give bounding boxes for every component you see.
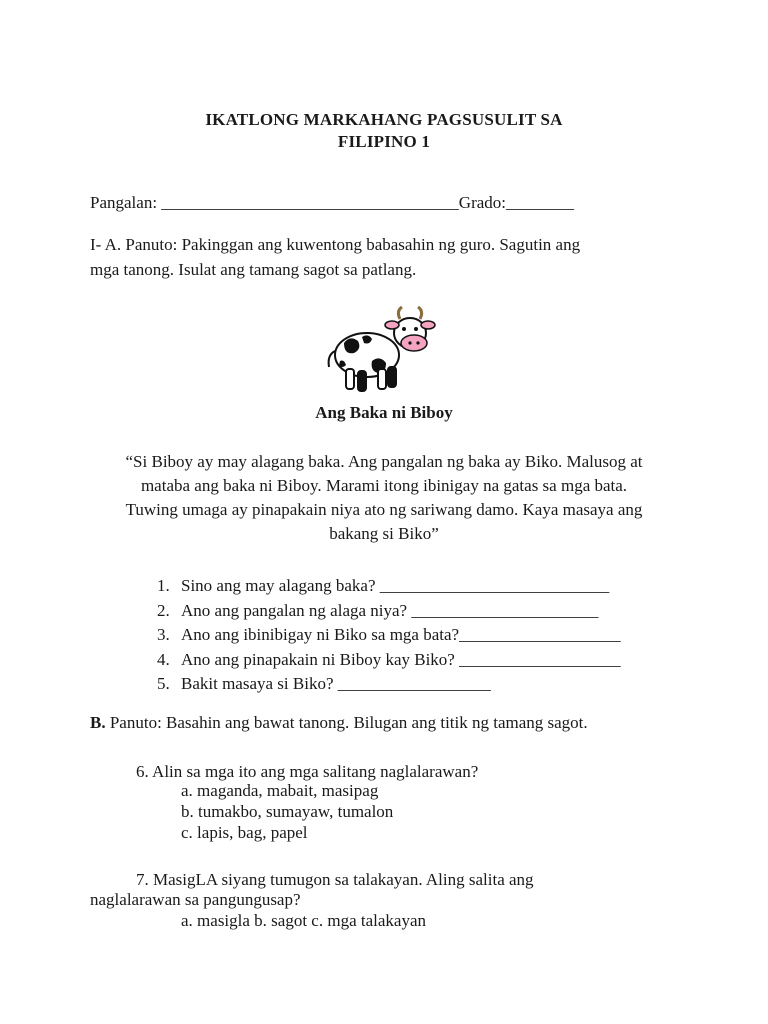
question-list (157, 574, 621, 697)
question-item (157, 623, 621, 648)
part-a-instruction-line2: mga tanong. Isulat ang tamang sagot sa patlang. (90, 260, 417, 279)
name-label: Pangalan: (90, 193, 158, 212)
cow-icon (322, 305, 442, 397)
question-number: 5. (157, 674, 170, 693)
story-line: “Si Biboy ay may alagang baka. Ang pangalan ng baka ay Biko. Malusog at (125, 452, 643, 471)
q6-choice-b: b. tumakbo, sumayaw, tumalon (181, 802, 394, 821)
part-b-instruction-text: Panuto: Basahin ang bawat tanong. Bilugan ang titik ng tamang sagot. (105, 713, 588, 732)
name-blank: ___________________________________ (161, 193, 459, 212)
question-7-line2: naglalarawan sa pangungusap? (90, 890, 301, 909)
story-title: Ang Baka ni Biboy (315, 403, 453, 422)
part-b-instruction (90, 712, 588, 734)
question-text: Bakit masaya si Biko? __________________ (181, 674, 491, 693)
part-a-instruction-line1: I- A. Panuto: Pakinggan ang kuwentong babasahin ng guro. Sagutin ang (90, 235, 581, 254)
question-item (157, 672, 621, 697)
story-line: Tuwing umaga ay pinapakain niya ato ng sariwang damo. Kaya masaya ang (125, 500, 643, 519)
question-number: 3. (157, 625, 170, 644)
grade-label: Grado: (458, 193, 507, 212)
question-7-line1: 7. MasigLA siyang tumugon sa talakayan. Aling salita ang (136, 870, 534, 889)
story-line: mataba ang baka ni Biboy. Marami itong ibinigay na gatas sa mga bata. (140, 476, 628, 495)
q6-choice-a: a. maganda, mabait, masipag (181, 781, 379, 800)
question-item (157, 599, 621, 624)
exam-title-line1: IKATLONG MARKAHANG PAGSUSULIT SA (205, 110, 563, 129)
question-text: Ano ang ibinibigay ni Biko sa mga bata?___________________ (181, 625, 621, 644)
question-6: 6. Alin sa mga ito ang mga salitang naglalarawan? (136, 762, 479, 781)
question-text: Sino ang may alagang baka? ___________________________ (181, 576, 610, 595)
question-item (157, 574, 621, 599)
part-b-label: B. (90, 713, 106, 732)
question-number: 2. (157, 600, 170, 620)
question-text: Ano ang pangalan ng alaga niya? ______________________ (181, 600, 599, 620)
q7-choices: a. masigla b. sagot c. mga talakayan (181, 911, 426, 930)
question-text: Ano ang pinapakain ni Biboy kay Biko? ___________________ (181, 649, 621, 669)
grade-blank: ________ (506, 193, 575, 212)
question-item (157, 648, 621, 673)
student-info-row (90, 192, 574, 214)
story-text (84, 450, 684, 546)
q6-choice-c: c. lapis, bag, papel (181, 823, 308, 842)
story-line: bakang si Biko” (329, 524, 439, 543)
question-number: 4. (157, 649, 170, 669)
question-number: 1. (157, 576, 170, 595)
exam-title-line2: FILIPINO 1 (337, 132, 431, 151)
